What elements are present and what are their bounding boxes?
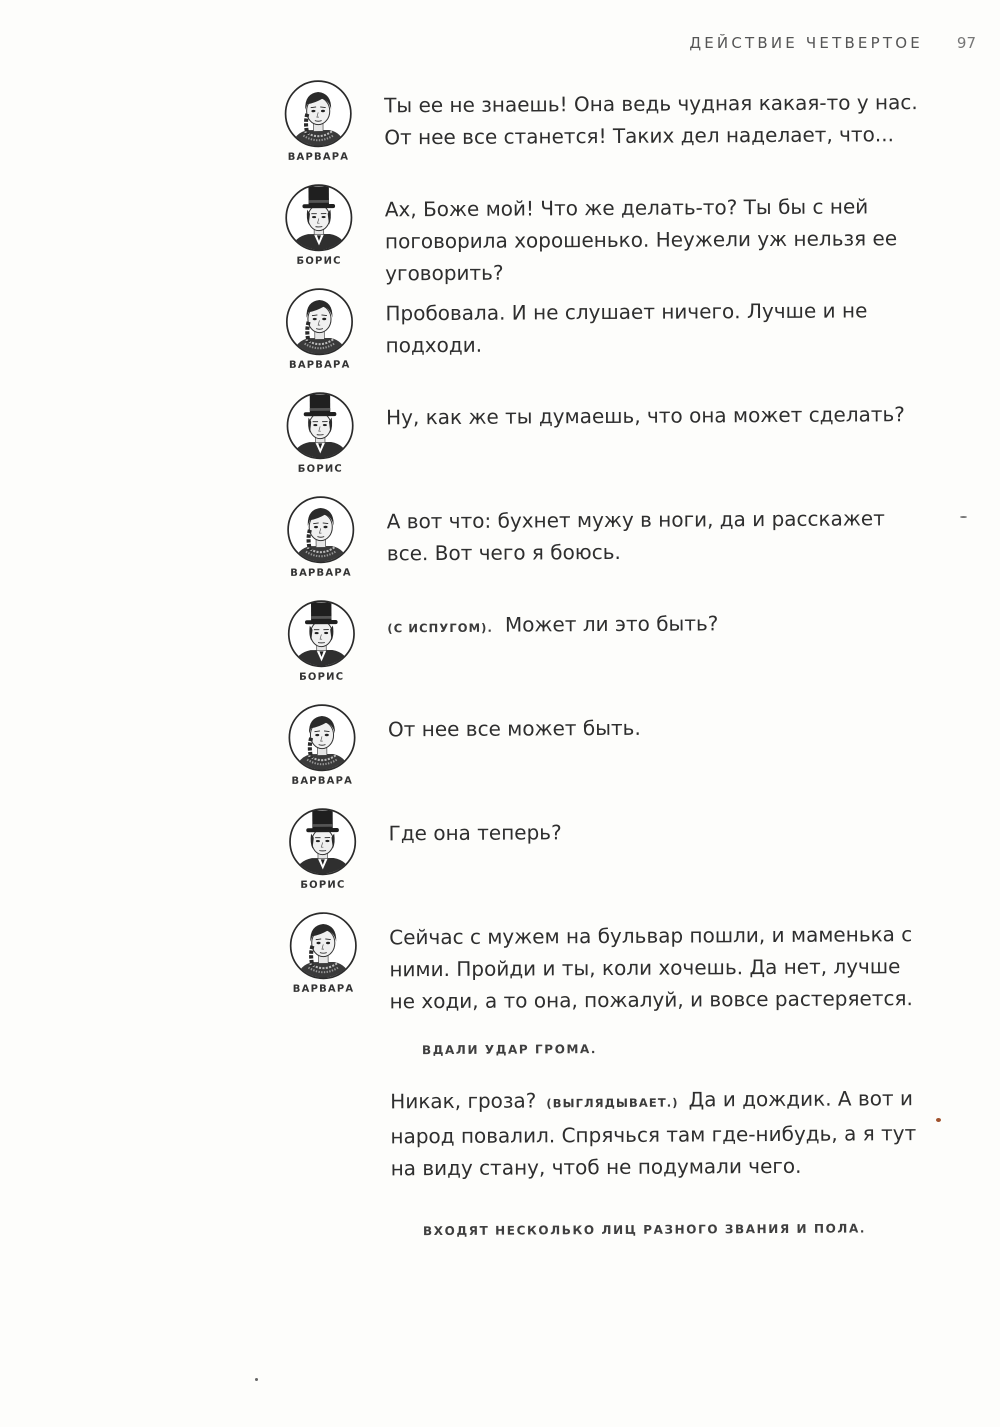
speaker: [279, 495, 364, 579]
dialogue-turn: [280, 804, 941, 912]
dialogue-turn: [280, 700, 941, 808]
speaker: [279, 599, 364, 683]
speaker-name: ВАРВАРА: [290, 567, 352, 579]
boris-portrait-icon: [285, 184, 353, 252]
scan-speck: [255, 1378, 258, 1381]
speech-line: Ах, Боже мой! Что же делать-то? Ты бы с ней поговорила хорошенько. Неужели уж нельзя ее уговорить?: [384, 194, 898, 286]
chapter-title: ДЕЙСТВИЕ ЧЕТВЕРТОЕ: [689, 34, 923, 52]
page-header: [689, 34, 976, 52]
speech-text: Может ли это быть?: [504, 611, 719, 637]
dialogue-turn: [281, 908, 942, 1062]
varvara-portrait-icon: [288, 704, 356, 772]
scan-speck: [936, 1118, 941, 1122]
speaker: [277, 287, 362, 371]
speech-line: А вот что: бухнет мужу в ноги, да и расскажет все. Вот чего я боюсь.: [386, 506, 885, 566]
dialogue: [276, 76, 943, 1239]
boris-portrait-icon: [288, 808, 356, 876]
speech-continuation: [390, 1082, 931, 1184]
speech-line: Где она теперь?: [388, 820, 562, 846]
dialogue-turn: [276, 76, 937, 184]
varvara-portrait-icon: [285, 288, 353, 356]
scan-speck: [960, 516, 967, 518]
speech-text: Да и дождик. А вот и народ повалил. Спрячься там где-нибудь, а я тут на виду стану, чтоб не подумали чего.: [390, 1086, 917, 1181]
boris-portrait-icon: [287, 600, 355, 668]
speech-line: Ну, как же ты думаешь, что она может сделать?: [385, 402, 905, 430]
speaker-name: БОРИС: [296, 255, 342, 267]
dialogue-turn: [277, 284, 938, 392]
dialogue-turn: [277, 180, 938, 288]
stage-direction-inline: (С ИСПУГОМ).: [387, 620, 494, 636]
varvara-portrait-icon: [289, 912, 357, 980]
stage-direction-inline: (ВЫГЛЯДЫВАЕТ.): [546, 1095, 679, 1111]
speaker: [280, 703, 365, 787]
speech-line: [387, 606, 927, 644]
page-number: 97: [956, 34, 976, 52]
speaker: [278, 391, 363, 475]
speaker-name: ВАРВАРА: [292, 983, 355, 995]
speech-line: Пробовала. И не слушает ничего. Лучше и не подходи.: [385, 298, 868, 358]
speaker: [277, 183, 362, 267]
dialogue-turn: [279, 492, 940, 600]
speaker-name: ВАРВАРА: [288, 359, 351, 371]
speaker-name: ВАРВАРА: [291, 775, 354, 787]
speaker-name: БОРИС: [299, 671, 345, 683]
stage-direction: ВХОДЯТ НЕСКОЛЬКО ЛИЦ РАЗНОГО ЗВАНИЯ И ПОЛА.: [422, 1221, 867, 1239]
speech-text: Никак, гроза?: [390, 1088, 537, 1114]
speaker: [281, 911, 366, 995]
speaker-name: ВАРВАРА: [287, 151, 350, 163]
dialogue-turn: [279, 596, 940, 704]
stage-direction: ВДАЛИ УДАР ГРОМА.: [421, 1042, 598, 1058]
speech-line: От нее все может быть.: [387, 715, 641, 742]
boris-portrait-icon: [286, 392, 354, 460]
speech-line: Сейчас с мужем на бульвар пошли, и маменька с ними. Пройди и ты, коли хочешь. Да нет, лучше не ходи, а то она, пожалуй, и вовсе растеряется.: [389, 922, 913, 1014]
speaker: [276, 79, 361, 163]
varvara-portrait-icon: [284, 80, 352, 148]
speech-line: Ты ее не знаешь! Она ведь чудная какая-то у нас. От нее все станется! Таких дел наделает, что...: [384, 90, 918, 150]
varvara-portrait-icon: [287, 496, 355, 564]
speaker-name: БОРИС: [300, 879, 346, 891]
dialogue-turn: [278, 388, 939, 496]
speaker-name: БОРИС: [297, 463, 343, 475]
speaker: [280, 807, 365, 891]
